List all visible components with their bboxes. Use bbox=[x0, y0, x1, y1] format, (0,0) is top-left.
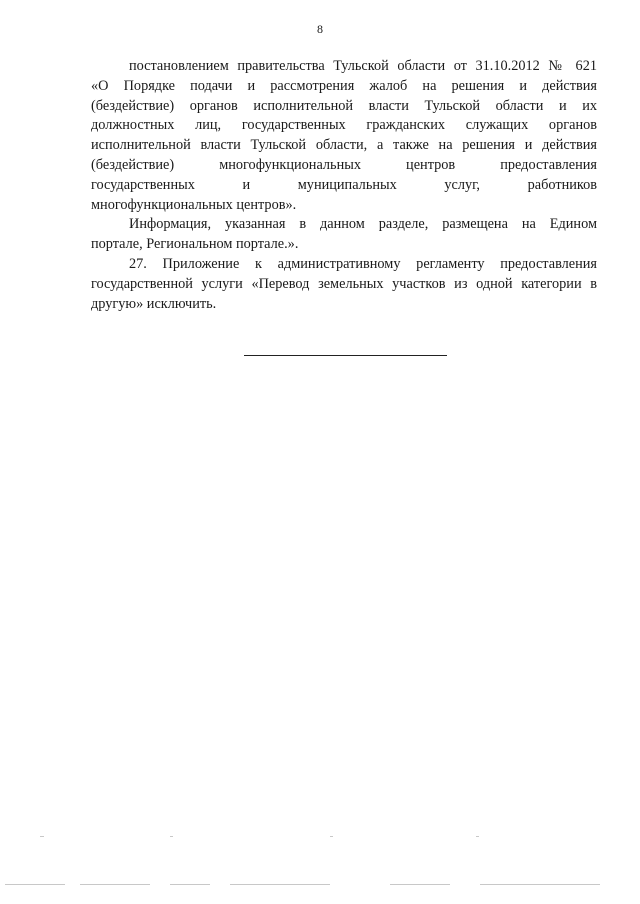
text-line: должностных лиц, государственных гражданских служащих органов bbox=[91, 117, 597, 134]
scan-speck bbox=[480, 884, 600, 885]
text-line: другую» исключить. bbox=[91, 295, 217, 312]
scan-speck bbox=[40, 836, 44, 837]
scan-speck bbox=[230, 884, 330, 885]
text-line: Информация, указанная в данном разделе, размещена на Едином bbox=[129, 216, 597, 233]
scan-speck bbox=[5, 884, 65, 885]
text-line: «О Порядке подачи и рассмотрения жалоб на решения и действия bbox=[91, 77, 597, 94]
text-line: многофункциональных центров». bbox=[91, 196, 297, 213]
page-number: 8 bbox=[317, 22, 323, 36]
text-line: постановлением правительства Тульской области от 31.10.2012 № 621 bbox=[129, 58, 597, 74]
text-line: портале, Региональном портале.». bbox=[91, 236, 299, 253]
document-body bbox=[91, 57, 597, 314]
scan-speck bbox=[80, 884, 150, 885]
end-separator-line bbox=[244, 355, 447, 356]
text-line: государственной услуги «Перевод земельных участков из одной категории в bbox=[91, 275, 597, 292]
scan-speck bbox=[476, 836, 479, 837]
text-line: исполнительной власти Тульской области, а также на решения и действия bbox=[91, 137, 597, 154]
text-line: (бездействие) многофункциональных центров предоставления bbox=[91, 156, 597, 173]
text-line: государственных и муниципальных услуг, работников bbox=[91, 176, 597, 193]
scan-speck bbox=[390, 884, 450, 885]
scan-speck bbox=[170, 884, 210, 885]
scan-speck bbox=[330, 836, 333, 837]
scan-speck bbox=[170, 836, 173, 837]
text-line: 27. Приложение к административному регламенту предоставления bbox=[129, 255, 597, 272]
text-line: (бездействие) органов исполнительной власти Тульской области и их bbox=[91, 97, 597, 114]
